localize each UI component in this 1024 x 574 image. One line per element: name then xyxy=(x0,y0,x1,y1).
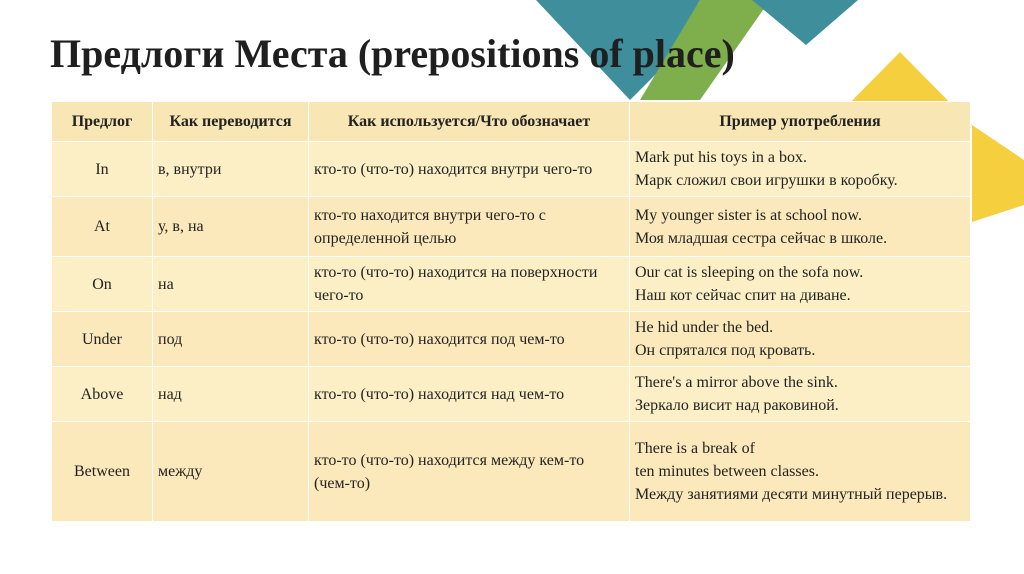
cell-preposition: Between xyxy=(52,422,153,522)
example-ru: Марк сложил свои игрушки в коробку. xyxy=(635,172,898,189)
table-row xyxy=(52,367,971,422)
table-header-row xyxy=(52,102,971,142)
example-en: Our cat is sleeping on the sofa now. xyxy=(635,264,864,281)
cell-example xyxy=(630,197,971,257)
cell-example xyxy=(630,142,971,197)
cell-preposition: In xyxy=(52,142,153,197)
cell-translation: у, в, на xyxy=(153,197,309,257)
example-ru: Моя младшая сестра сейчас в школе. xyxy=(635,229,888,247)
cell-usage: кто-то (что-то) находится между кем-то (чем-то) xyxy=(309,422,630,522)
header-preposition: Предлог xyxy=(52,102,153,142)
example-en: Mark put his toys in a box. xyxy=(635,149,807,166)
cell-preposition: At xyxy=(52,197,153,257)
table-row xyxy=(52,422,971,522)
table-row xyxy=(52,197,971,257)
example-en: My younger sister is at school now. xyxy=(635,206,862,224)
cell-translation: над xyxy=(153,367,309,422)
cell-usage: кто-то (что-то) находится внутри чего-то xyxy=(309,142,630,197)
page-title: Предлоги Места (prepositions of place) xyxy=(50,31,735,76)
cell-example xyxy=(630,312,971,367)
cell-example xyxy=(630,422,971,522)
cell-usage: кто-то (что-то) находится под чем-то xyxy=(309,312,630,367)
cell-example xyxy=(630,367,971,422)
table-row xyxy=(52,142,971,197)
cell-usage: кто-то находится внутри чего-то с определенной целью xyxy=(309,197,630,257)
cell-usage: кто-то (что-то) находится над чем-то xyxy=(309,367,630,422)
yellow-triangle-right xyxy=(972,125,1024,222)
example-en: There's a mirror above the sink. xyxy=(635,374,838,391)
example-en: ten minutes between classes. xyxy=(635,463,819,480)
example-ru: Между занятиями десяти минутный перерыв. xyxy=(635,486,948,503)
prepositions-table xyxy=(51,101,971,522)
cell-translation: на xyxy=(153,257,309,312)
header-example: Пример употребления xyxy=(630,102,971,142)
example-en: There is a break of xyxy=(635,440,755,457)
cell-preposition: On xyxy=(52,257,153,312)
cell-translation: между xyxy=(153,422,309,522)
cell-usage: кто-то (что-то) находится на поверхности чего-то xyxy=(309,257,630,312)
header-translation: Как переводится xyxy=(153,102,309,142)
cell-example xyxy=(630,257,971,312)
cell-preposition: Under xyxy=(52,312,153,367)
example-ru: Наш кот сейчас спит на диване. xyxy=(635,287,851,304)
teal-triangle-right xyxy=(752,0,858,45)
example-en: He hid under the bed. xyxy=(635,319,774,336)
cell-translation: в, внутри xyxy=(153,142,309,197)
example-ru: Зеркало висит над раковиной. xyxy=(635,397,839,414)
example-ru: Он спрятался под кровать. xyxy=(635,342,816,359)
header-usage: Как используется/Что обозначает xyxy=(309,102,630,142)
cell-translation: под xyxy=(153,312,309,367)
table-row xyxy=(52,312,971,367)
table-row xyxy=(52,257,971,312)
cell-preposition: Above xyxy=(52,367,153,422)
